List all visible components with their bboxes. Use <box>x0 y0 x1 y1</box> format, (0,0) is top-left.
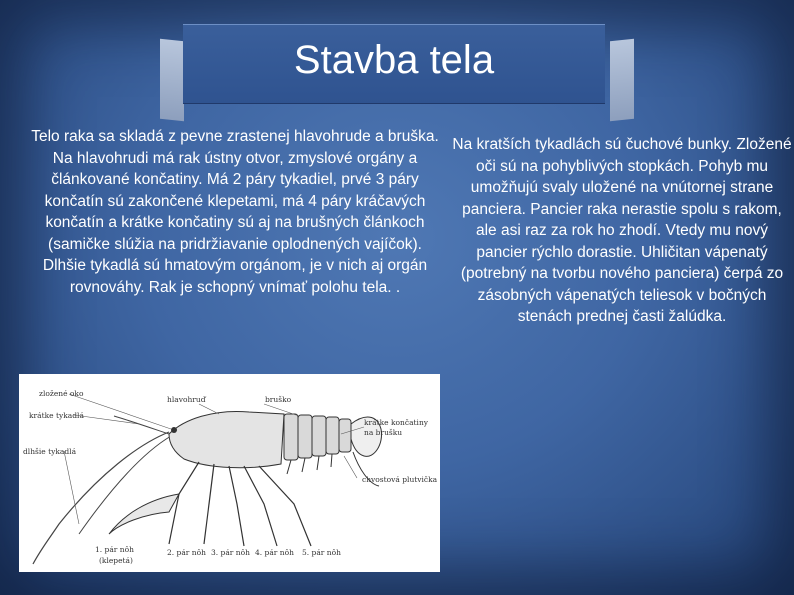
abdomen-segments <box>284 414 351 460</box>
label-cephalothorax: hlavohruď <box>167 395 206 404</box>
label-leg-pair-3: 3. pár nôh <box>211 548 250 557</box>
label-compound-eye: zložené oko <box>39 389 84 398</box>
label-abdomen: bruško <box>265 395 292 404</box>
slide-title: Stavba tela <box>293 38 495 82</box>
crayfish-diagram <box>19 374 440 572</box>
label-leg-pair-5: 5. pár nôh <box>302 548 341 557</box>
left-text-block: Telo raka sa skladá z pevne zrastenej hlavohrude a bruška. Na hlavohrudi má rak ústny otvor, zmyslové orgány a článkované končatiny. Má 2 páry tykadiel, prvé 3 páry končatín sú zakončené klepetami, má 4 páry kráčavých končatín a krátke končatiny sú aj na brušných článkoch (samičke slúžia na pridržiavanie oplodnených vajíčok). Dlhšie tykadlá sú hmatovým orgánom, je v nich aj orgán rovnováhy. Rak je schopný vnímať polohu tela. . <box>31 128 439 296</box>
crayfish-anatomy-figure <box>19 374 440 572</box>
compound-eye-shape <box>171 427 177 433</box>
walking-legs <box>169 462 311 546</box>
right-text-block: Na kratších tykadlách sú čuchové bunky. Zložené oči sú na pohyblivých stopkách. Pohyb mu umožňujú svaly uložené na vnútornej strane panciera. Pancier raka nerastie spolu s rakom, ale asi raz za rok ho zhodí. Vtedy mu nový pancier rýchlo dorastie. Uhličitan vápenatý (potrebný na tvorbu nového panciera) čerpá zo zásobných vápenatých teliesok v bočných stenách prednej časti žalúdka. <box>452 136 792 325</box>
label-short-antennae: krátke tykadlá <box>29 411 84 420</box>
label-abdominal-legs-line2: na brušku <box>364 428 403 437</box>
label-abdominal-legs-line1: krátke končatiny <box>364 418 429 427</box>
title-banner-right-wing <box>610 39 634 122</box>
cephalothorax-shape <box>169 411 284 467</box>
label-tail-fan: chvostová plutvička <box>362 475 438 484</box>
label-leg-pair-4: 4. pár nôh <box>255 548 294 557</box>
label-leg-pair-1-claws: (klepetá) <box>99 556 133 565</box>
title-banner-left-wing <box>160 39 184 122</box>
label-leg-pair-2: 2. pár nôh <box>167 548 206 557</box>
claw-shape <box>109 494 179 534</box>
label-leg-pair-1: 1. pár nôh <box>95 545 134 554</box>
label-long-antennae: dlhšie tykadlá <box>23 447 77 456</box>
